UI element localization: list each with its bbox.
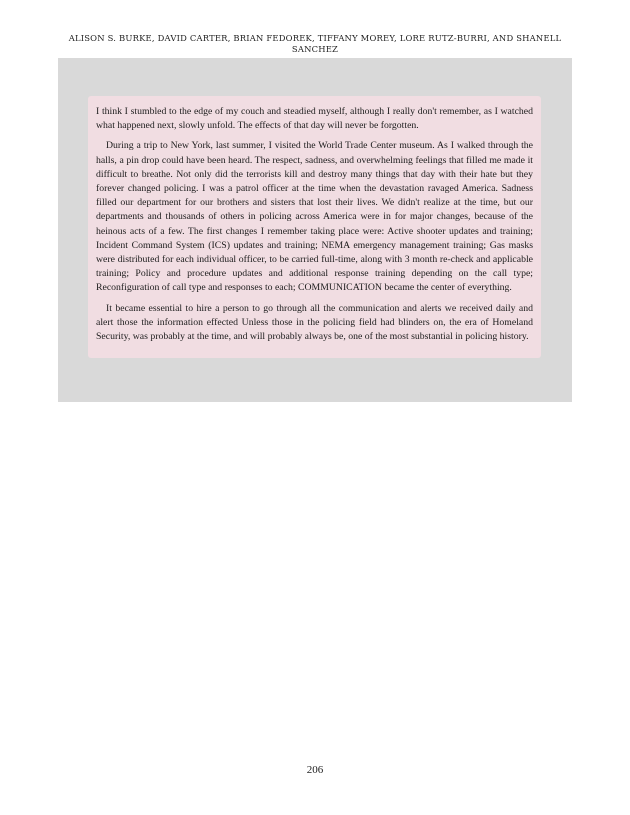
running-header: ALISON S. BURKE, DAVID CARTER, BRIAN FEDOREK, TIFFANY MOREY, LORE RUTZ-BURRI, AND SHANELL SANCHEZ bbox=[68, 33, 562, 54]
quote-paragraph: During a trip to New York, last summer, I visited the World Trade Center museum. As I walked through the halls, a pin drop could have been heard. The respect, sadness, and overwhelming feelings that filled me made it difficult to breathe. Not only did the terrorists kill and destroy many things that day with their hate but they forever changed policing. I was a patrol officer at the time when the devastation ravaged America. Sadness filled our department for our brothers and sisters that lost their lives. We didn't realize at the time, but our departments and thousands of others in policing across America were in for major changes, because of the heinous acts of a few. The first changes I remember taking place were: Active shooter updates and training; Incident Command System (ICS) updates and training; NEMA emergency management training; Gas masks were distributed for each individual officer, to be carried full-time, along with 3 month re-check and applicable training; Policy and procedure updates and additional response training depending on the call type; Reconfiguration of call type and responses to each; COMMUNICATION became the center of everything. bbox=[96, 140, 533, 294]
quote-box bbox=[88, 96, 541, 358]
quote-paragraph: I think I stumbled to the edge of my couch and steadied myself, although I really don't remember, as I watched what happened next, slowly unfold. The effects of that day will never be forgotten. bbox=[96, 106, 533, 132]
page-number: 206 bbox=[306, 764, 324, 776]
quote-paragraph: It became essential to hire a person to go through all the communication and alerts we received daily and alert those the information effected Unless those in the policing field had blinders on, the era of Homeland Security, was probably at the time, and will probably always be, one of the most substantial in policing history. bbox=[96, 302, 533, 343]
